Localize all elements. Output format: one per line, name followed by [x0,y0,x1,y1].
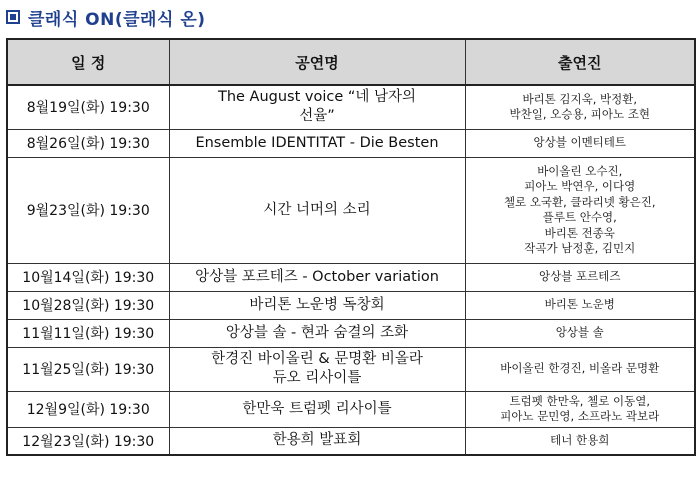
cell-performers [465,157,695,263]
square-bullet-icon [6,10,20,24]
title-row [6,4,206,30]
performer-line: 트럼펫 한만욱, 첼로 이동열, [509,393,650,408]
performer-line: 박찬일, 오승용, 피아노 조현 [509,107,650,122]
cell-program [169,291,465,319]
program-line: 듀오 리사이틀 [272,370,362,386]
program-line: Ensemble IDENTITAT - Die Besten [195,134,439,151]
performer-line: 플루트 안수영, [542,210,617,224]
performer-line: 바이올린 오수진, [537,163,623,178]
performer-line: 테너 한용희 [550,433,610,447]
performer-line: 바리톤 김지욱, 박정환, [522,91,638,106]
schedule-table [6,38,696,456]
cell-program [169,391,465,427]
program-line: The August voice “네 남자의 [217,89,417,106]
performer-line: 첼로 오국환, 클라리넷 황은진, [503,194,656,209]
program-line: 앙상블 포르테즈 - October variation [195,268,439,285]
table-row [7,291,695,319]
cell-date: 8월26일(화) 19:30 [7,129,169,157]
cell-program [169,85,465,129]
cell-program [169,347,465,391]
cell-performers [465,263,695,291]
performer-line: 바리톤 전종욱 [544,225,615,240]
cell-date: 11월11일(화) 19:30 [7,319,169,347]
cell-date: 12월23일(화) 19:30 [7,427,169,455]
cell-date: 12월9일(화) 19:30 [7,391,169,427]
program-line: 앙상블 솔 - 현과 숨결의 조화 [225,324,409,341]
cell-performers [465,129,695,157]
performer-line: 앙상블 이멘티테트 [533,135,627,150]
cell-program [169,427,465,455]
performer-line: 바리톤 노운병 [544,297,615,312]
header-row [7,39,695,85]
header-performers: 출연진 [465,39,695,85]
table-row [7,157,695,263]
program-line: 시간 너머의 소리 [263,201,371,218]
performer-line: 피아노 문민영, 소프라노 곽보라 [500,409,660,423]
cell-performers [465,85,695,129]
performer-line: 바이올린 한경진, 비올라 문명환 [500,361,660,376]
cell-program [169,263,465,291]
performer-line: 앙상블 솔 [555,325,604,340]
cell-date: 9월23일(화) 19:30 [7,157,169,263]
program-line: 한경진 바이올린 & 문명환 비올라 [211,351,423,367]
cell-performers [465,319,695,347]
program-line: 선율” [299,108,335,125]
cell-performers [465,347,695,391]
program-line: 한용희 발표회 [272,432,362,449]
table-row [7,85,695,129]
header-date: 일 정 [7,39,169,85]
cell-performers [465,427,695,455]
table-row [7,347,695,391]
cell-date: 8월19일(화) 19:30 [7,85,169,129]
table-row [7,427,695,455]
cell-program [169,157,465,263]
cell-performers [465,291,695,319]
performer-line: 작곡가 남정훈, 김민지 [524,241,636,255]
program-line: 한만욱 트럼펫 리사이틀 [242,400,392,417]
cell-program [169,319,465,347]
cell-date: 10월14일(화) 19:30 [7,263,169,291]
performer-line: 앙상블 포르테즈 [539,269,621,284]
page-title: 클래식 ON(클래식 온) [28,9,206,30]
performer-line: 피아노 박연우, 이다영 [524,179,636,193]
table-row [7,129,695,157]
table-row [7,263,695,291]
cell-performers [465,391,695,427]
table-row [7,319,695,347]
header-program: 공연명 [169,39,465,85]
cell-program [169,129,465,157]
program-line: 바리톤 노운병 독창회 [249,296,385,313]
table-row [7,391,695,427]
cell-date: 10월28일(화) 19:30 [7,291,169,319]
cell-date: 11월25일(화) 19:30 [7,347,169,391]
